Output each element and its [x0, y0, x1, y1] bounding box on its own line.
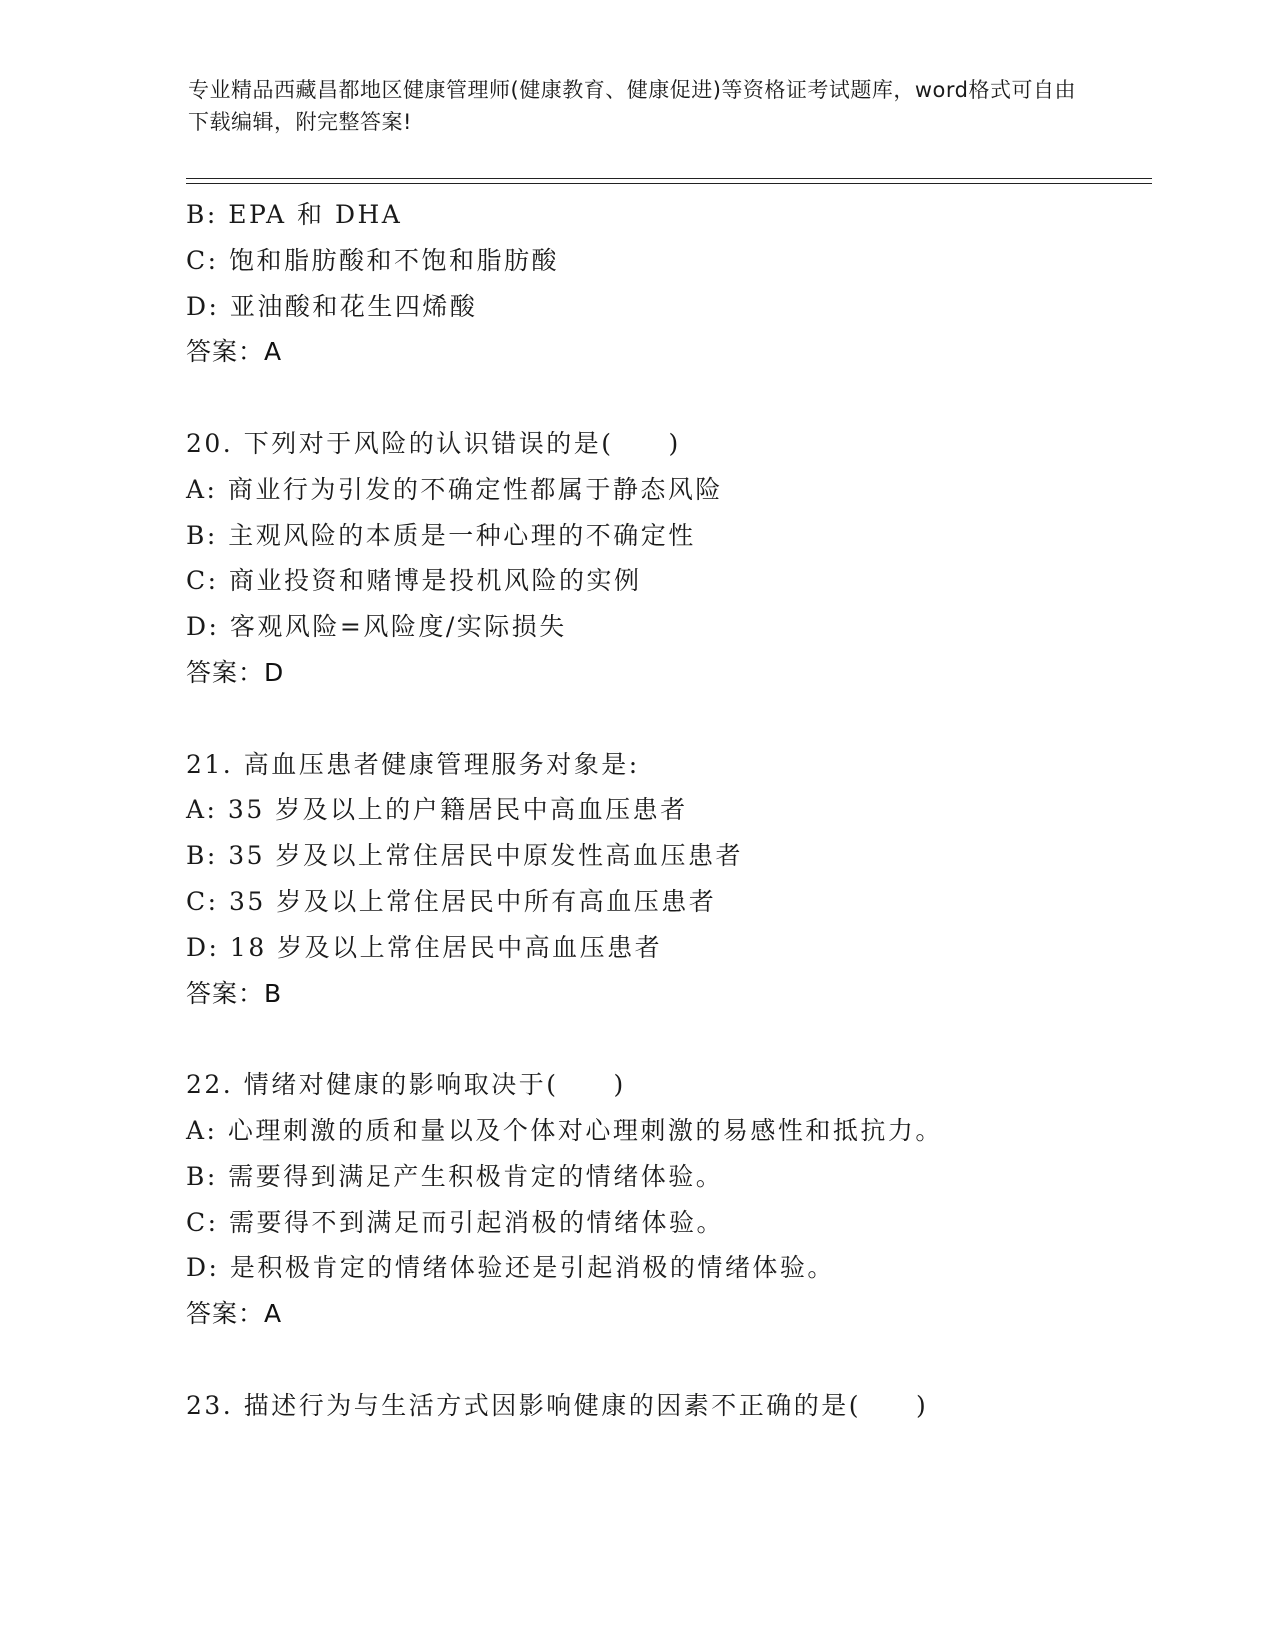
document-header: [188, 74, 1088, 138]
question-21: [186, 742, 1146, 1017]
option-d: D: 18 岁及以上常住居民中高血压患者: [186, 932, 663, 962]
answer-line: 答案：A: [186, 1299, 283, 1329]
header-divider-bottom: [186, 183, 1152, 184]
question-23: [186, 1383, 1146, 1429]
option-c: C: 需要得不到满足而引起消极的情绪体验。: [186, 1207, 724, 1237]
option-a: A: 35 岁及以上的户籍居民中高血压患者: [186, 795, 688, 825]
question-list: [186, 192, 1146, 1429]
spacer: [186, 696, 1146, 742]
question-22: [186, 1062, 1146, 1337]
option-c: C: 饱和脂肪酸和不饱和脂肪酸: [186, 245, 559, 275]
question-stem: 20. 下列对于风险的认识错误的是( ): [186, 428, 681, 458]
option-d: D: 亚油酸和花生四烯酸: [186, 291, 478, 321]
option-a: A: 心理刺激的质和量以及个体对心理刺激的易感性和抵抗力。: [186, 1115, 943, 1145]
option-b: B: 主观风险的本质是一种心理的不确定性: [186, 520, 696, 550]
option-b: B: 需要得到满足产生积极肯定的情绪体验。: [186, 1161, 724, 1191]
option-d: D: 是积极肯定的情绪体验还是引起消极的情绪体验。: [186, 1253, 835, 1283]
question-stem: 21. 高血压患者健康管理服务对象是:: [186, 749, 640, 779]
header-divider-top: [186, 178, 1152, 179]
option-b: B: 35 岁及以上常住居民中原发性高血压患者: [186, 841, 744, 871]
question-20: [186, 421, 1146, 696]
answer-line: 答案：A: [186, 337, 283, 367]
answer-line: 答案：D: [186, 657, 285, 687]
spacer: [186, 1337, 1146, 1383]
option-a: A: 商业行为引发的不确定性都属于静态风险: [186, 474, 723, 504]
spacer: [186, 1016, 1146, 1062]
answer-line: 答案：B: [186, 978, 283, 1008]
option-c: C: 商业投资和赌博是投机风险的实例: [186, 566, 642, 596]
question-stem: 23. 描述行为与生活方式因影响健康的因素不正确的是( ): [186, 1390, 929, 1420]
spacer: [186, 375, 1146, 421]
question-stem: 22. 情绪对健康的影响取决于( ): [186, 1070, 626, 1100]
header-text: 专业精品西藏昌都地区健康管理师(健康教育、健康促进)等资格证考试题库，word格式可自由下载编辑，附完整答案!: [188, 78, 1077, 134]
question-carry-over: [186, 192, 1146, 375]
option-c: C: 35 岁及以上常住居民中所有高血压患者: [186, 886, 717, 916]
option-d: D: 客观风险=风险度/实际损失: [186, 612, 567, 642]
option-b: B: EPA 和 DHA: [186, 200, 403, 229]
